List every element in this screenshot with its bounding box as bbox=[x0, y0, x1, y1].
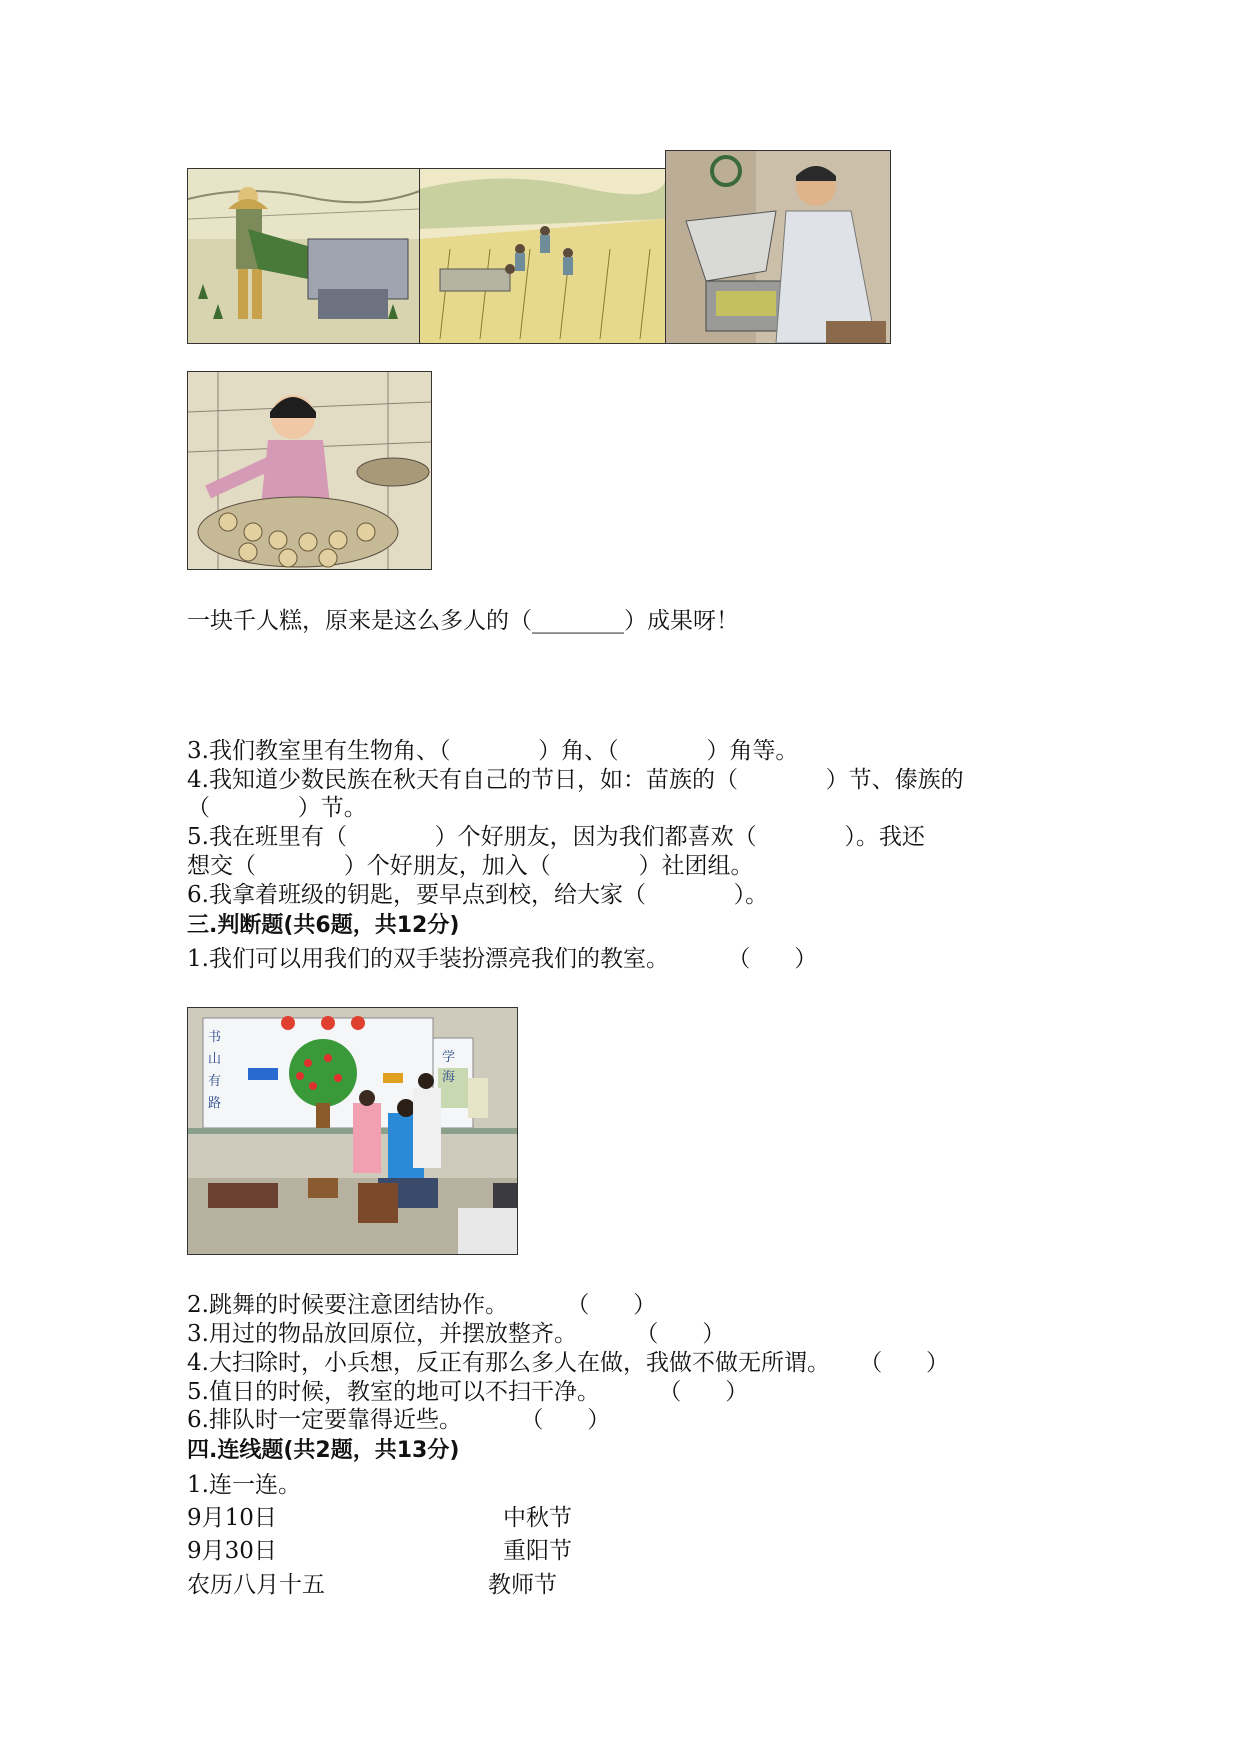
man-milling-illustration bbox=[665, 150, 891, 344]
match-left-2: 9月30日 bbox=[187, 1538, 277, 1564]
match-right-1: 中秋节 bbox=[503, 1505, 572, 1531]
section3-heading: 三.判断题(共6题，共12分) bbox=[187, 913, 460, 938]
match-right-2: 重阳节 bbox=[503, 1538, 572, 1564]
board-char-2: 山 bbox=[208, 1052, 222, 1067]
harvest-field-illustration bbox=[419, 168, 667, 344]
match-right-3: 教师节 bbox=[488, 1572, 557, 1598]
match-intro: 1.连一连。 bbox=[187, 1472, 301, 1498]
judge-item-2: 2.跳舞的时候要注意团结协作。 （ ） bbox=[187, 1292, 657, 1318]
judge-item-6: 6.排队时一定要靠得近些。 （ ） bbox=[187, 1407, 611, 1433]
fill-item-6: 6.我拿着班级的钥匙，要早点到校，给大家（ ）。 bbox=[187, 882, 769, 908]
fill-item-5-cont: 想交（ ）个好朋友，加入（ ）社团组。 bbox=[187, 853, 754, 879]
match-left-3: 农历八月十五 bbox=[187, 1572, 325, 1598]
match-left-1: 9月10日 bbox=[187, 1505, 277, 1531]
farmer-planting-illustration bbox=[187, 168, 421, 344]
board-char-4: 路 bbox=[208, 1096, 222, 1111]
judge-item-5: 5.值日的时候，教室的地可以不扫干净。 （ ） bbox=[187, 1379, 749, 1405]
board-char-1: 书 bbox=[208, 1030, 222, 1045]
judge-item-3: 3.用过的物品放回原位，并摆放整齐。 （ ） bbox=[187, 1321, 726, 1347]
fill-item-4: 4.我知道少数民族在秋天有自己的节日，如：苗族的（ ）节、傣族的 bbox=[187, 767, 964, 793]
judge-item-1: 1.我们可以用我们的双手装扮漂亮我们的教室。 （ ） bbox=[187, 946, 818, 972]
cake-sentence: 一块千人糕，原来是这么多人的（________）成果呀！ bbox=[187, 608, 739, 634]
board-char-3: 有 bbox=[208, 1074, 222, 1089]
fill-item-5: 5.我在班里有（ ）个好朋友，因为我们都喜欢（ ）。我还 bbox=[187, 824, 925, 850]
woman-steaming-cake-illustration bbox=[187, 371, 432, 570]
section4-heading: 四.连线题(共2题，共13分) bbox=[187, 1438, 460, 1463]
fill-item-4-cont: （ ）节。 bbox=[187, 795, 367, 821]
board-char-6: 海 bbox=[442, 1070, 456, 1085]
judge-item-4: 4.大扫除时，小兵想，反正有那么多人在做，我做不做无所谓。 （ ） bbox=[187, 1350, 950, 1376]
fill-item-3: 3.我们教室里有生物角、（ ）角、（ ）角等。 bbox=[187, 738, 799, 764]
classroom-photo bbox=[187, 1007, 518, 1255]
board-char-5: 学 bbox=[442, 1050, 456, 1065]
